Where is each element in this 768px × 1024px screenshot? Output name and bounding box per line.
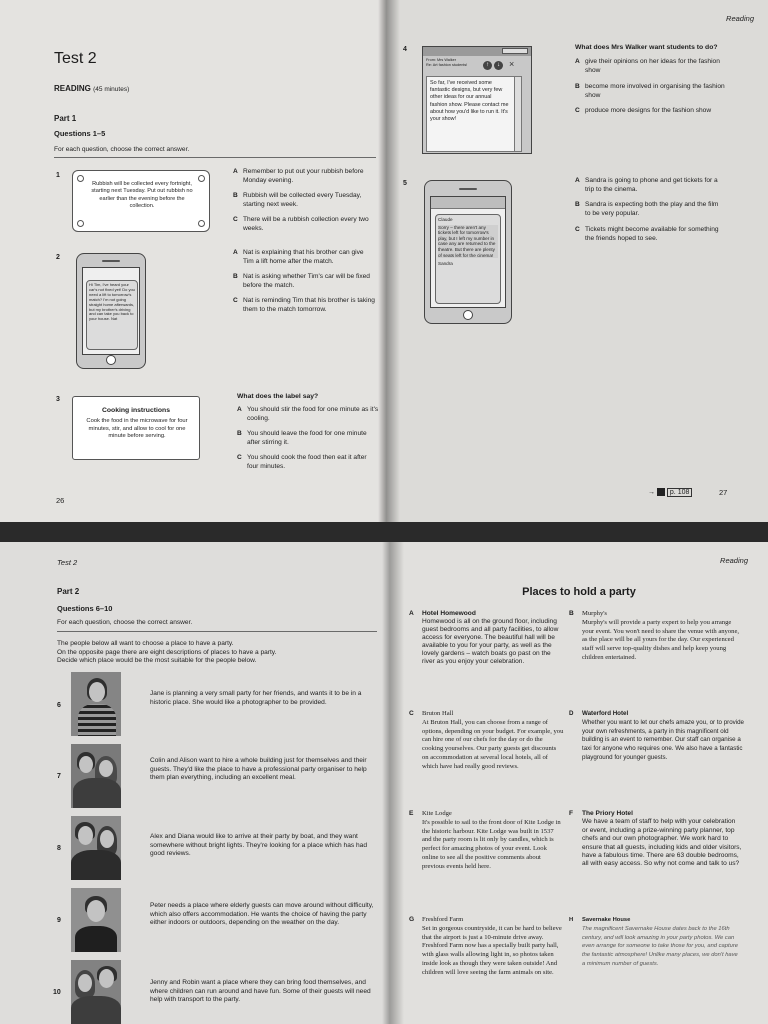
email-window bbox=[422, 46, 532, 154]
page-ref-label: p. 108 bbox=[667, 488, 692, 497]
questions-heading: Questions 6–10 bbox=[57, 604, 113, 613]
email-re: Re: Art fashion students! bbox=[426, 62, 468, 67]
notice-board bbox=[72, 170, 210, 232]
shoulders bbox=[73, 778, 121, 808]
question-number: 6 bbox=[57, 702, 61, 709]
message-signature: Sandra bbox=[438, 261, 453, 267]
person-photo bbox=[71, 960, 121, 1024]
place-name: Savernake House bbox=[582, 917, 631, 923]
book-icon bbox=[657, 488, 665, 496]
phone-screen bbox=[82, 267, 140, 355]
running-head: Reading bbox=[720, 556, 748, 565]
place-a bbox=[409, 610, 562, 666]
page-number: 27 bbox=[719, 488, 728, 497]
email-header bbox=[426, 58, 476, 67]
page-26 bbox=[0, 0, 386, 522]
place-name: Kite Lodge bbox=[422, 810, 452, 817]
home-button-icon bbox=[463, 310, 473, 320]
person-photo bbox=[71, 888, 121, 952]
close-icon[interactable]: × bbox=[509, 59, 515, 69]
place-c bbox=[409, 710, 564, 772]
divider bbox=[54, 157, 376, 158]
shoulders bbox=[78, 704, 116, 736]
place-b bbox=[569, 610, 744, 663]
page-28 bbox=[0, 542, 390, 1024]
questions-heading: Questions 1–5 bbox=[54, 129, 106, 138]
person-description: Jenny and Robin want a place where they can bring food themselves, and where children can run around and have fun. Some of their guests will need help with transport to the party. bbox=[150, 979, 371, 1004]
shoulders bbox=[71, 996, 121, 1024]
reading-time: (45 minutes) bbox=[93, 86, 130, 93]
place-letter: C bbox=[409, 710, 414, 717]
phone-speaker bbox=[459, 188, 477, 190]
page-29 bbox=[390, 542, 768, 1024]
option-a[interactable]: A Remember to put out your rubbish before Monday evening. bbox=[233, 168, 364, 184]
face bbox=[99, 760, 113, 777]
gutter-shadow bbox=[382, 542, 390, 1024]
phone-screen bbox=[430, 196, 506, 308]
place-name: The Priory Hotel bbox=[582, 810, 633, 817]
person-description: Colin and Alison want to hire a whole building just for themselves and their guests. They'd like the place to have a professional party organiser to help them plan everything, including an excellent meal. bbox=[150, 757, 367, 782]
place-letter: A bbox=[409, 610, 414, 617]
shoulders bbox=[71, 850, 121, 880]
running-head: Test 2 bbox=[57, 558, 78, 567]
gutter-shadow bbox=[386, 0, 400, 522]
window-titlebar bbox=[423, 47, 531, 56]
email-body bbox=[426, 76, 522, 152]
phone-illustration bbox=[76, 253, 146, 369]
email-text: So far, I've received some fantastic designs, but very few other ideas for our annual fashion show. Please contact me about how you'd like to run it. It's your show! bbox=[430, 80, 509, 123]
shoulders bbox=[75, 926, 117, 952]
phone-illustration bbox=[424, 180, 512, 324]
question-number: 1 bbox=[56, 172, 60, 179]
up-arrow-icon[interactable]: ↑ bbox=[483, 61, 492, 70]
place-text: Whether you want to let our chefs amaze you, or to provide your own refreshments, a party in this magnificent old building is an event to remember. Our staff can organise a taxi for anyone who requires one. We also have a fantastic playground for younger guests. bbox=[582, 718, 744, 761]
person-photo bbox=[71, 816, 121, 880]
home-button-icon bbox=[106, 355, 116, 365]
question-number: 2 bbox=[56, 254, 60, 261]
email-from: From: Mrs Walker bbox=[426, 58, 457, 62]
scrollbar[interactable] bbox=[514, 77, 521, 151]
message-text: Sorry – there aren't any tickets left for tomorrow's play, but I left my number in case any are returned to the theatre. But there are plenty of seats left for the cinema! bbox=[438, 225, 498, 259]
place-letter: F bbox=[569, 810, 574, 817]
face bbox=[100, 830, 114, 848]
place-text: Homewood is all on the ground floor, including guest bedrooms and all party facilities, to allow access for everyone. The beautiful hall will be available to you for your party, as well as the lovely gardens – watch boats go past on the river as you enjoy your celebration. bbox=[422, 618, 559, 665]
option-b[interactable]: B You should leave the food for one minute after stirring it. bbox=[237, 430, 367, 446]
page-27 bbox=[386, 0, 768, 522]
reading-label: READING bbox=[54, 84, 91, 93]
test-title: Test 2 bbox=[54, 50, 97, 67]
option-c[interactable]: C You should cook the food then eat it after four minutes. bbox=[237, 454, 367, 470]
place-letter: H bbox=[569, 917, 574, 923]
label-title: Cooking instructions bbox=[102, 407, 170, 414]
option-b[interactable]: B Nat is asking whether Tim's car will be fixed before the match. bbox=[233, 273, 370, 289]
option-b[interactable]: B become more involved in organising the fashion show bbox=[575, 83, 725, 99]
message-bubble: Hi Tim, I've heard your car's not fixed yet! Do you need a lift to tomorrow's match? I'm not going straight home afterwards, but my brother's driving and can take you back to your house. Nat bbox=[86, 280, 138, 350]
face bbox=[78, 826, 93, 845]
screw-icon bbox=[198, 220, 205, 227]
person-description: Jane is planning a very small party for her friends, and wants it to be in a historic place. She would like a photographer to be provided. bbox=[150, 690, 362, 706]
place-e bbox=[409, 810, 564, 872]
page-number: 26 bbox=[56, 496, 65, 505]
place-letter: E bbox=[409, 810, 414, 817]
place-text: At Bruton Hall, you can choose from a range of options, depending on your budget. For example, you can hire one of our chefs for the day or do the cooking yourselves. Our party guests get discounts on accommodation at several local hotels, all of which have had really good reviews. bbox=[422, 718, 564, 770]
option-a[interactable]: A Sandra is going to phone and get tickets for a trip to the cinema. bbox=[575, 177, 718, 193]
place-name: Bruton Hall bbox=[422, 710, 454, 717]
screw-icon bbox=[198, 175, 205, 182]
label-card bbox=[72, 396, 200, 460]
message-bubble bbox=[435, 214, 501, 304]
option-b[interactable]: B Sandra is expecting both the play and the film to be very popular. bbox=[575, 201, 719, 217]
gutter-shadow bbox=[390, 542, 404, 1024]
place-text: The magnificent Savernake House dates back to the 16th century, and will look amazing in your party photos. We can even arrange for someone to take those for you, and capture the fantastic atmosphere! Unlike many places, we don't have a minimum number of guests. bbox=[582, 925, 738, 967]
face bbox=[99, 969, 114, 988]
option-c[interactable]: C Nat is reminding Tim that his brother is taking them to the match tomorrow. bbox=[233, 297, 375, 313]
place-letter: D bbox=[569, 710, 574, 717]
down-arrow-icon[interactable]: ↓ bbox=[494, 61, 503, 70]
window-controls-icon bbox=[502, 48, 528, 54]
page-reference[interactable] bbox=[648, 488, 692, 496]
option-c[interactable]: C There will be a rubbish collection every two weeks. bbox=[233, 216, 369, 232]
place-text: It's possible to sail to the front door of Kite Lodge in the historic harbour. Kite Lodge was built in 1537 and the party room is lit only by candles, which is perfect for amazing photos of your event. Look online to see all the positive comments about previous events held here. bbox=[422, 818, 561, 870]
face bbox=[79, 756, 93, 773]
place-text: Set in gorgeous countryside, it can be hard to believe that the airport is just a 10-minute drive away. Freshford Farm now has a specially built party hall, with glass walls allowing light in, so photos taken inside look as though they were taken outside! And children will love seeing the farm animals on site. bbox=[422, 924, 562, 976]
arrow-right-icon: → bbox=[648, 488, 655, 496]
gutter-shadow bbox=[378, 0, 386, 522]
place-g bbox=[409, 916, 566, 978]
screen-topbar bbox=[431, 197, 505, 209]
face bbox=[87, 900, 105, 922]
option-c[interactable]: C produce more designs for the fashion show bbox=[575, 107, 712, 114]
label-text: Cook the food in the microwave for four minutes, stir, and allow to cool for one minute before serving. bbox=[86, 418, 188, 440]
person-photo bbox=[71, 672, 121, 736]
place-text: Murphy's will provide a party expert to help you arrange your event. You won't need to share the venue with anyone, as the place will be all yours for the day. Our experienced staff will serve top-quality dishes and help keep young children entertained. bbox=[582, 618, 740, 661]
screw-icon bbox=[77, 175, 84, 182]
question-number: 7 bbox=[57, 773, 61, 780]
place-name: Hotel Homewood bbox=[422, 610, 476, 617]
place-letter: B bbox=[569, 610, 574, 617]
notice-text: Rubbish will be collected every fortnight, starting next Tuesday. Put out rubbish no earlier than the evening before the collection. bbox=[91, 181, 193, 210]
phone-speaker bbox=[102, 260, 120, 262]
instruction: For each question, choose the correct answer. bbox=[54, 146, 190, 153]
place-letter: G bbox=[409, 916, 415, 923]
instruction: For each question, choose the correct answer. bbox=[57, 619, 193, 626]
place-name: Freshford Farm bbox=[422, 916, 464, 923]
place-d bbox=[569, 710, 744, 763]
face bbox=[89, 682, 105, 702]
person-photo bbox=[71, 744, 121, 808]
question-number: 4 bbox=[403, 46, 407, 53]
question-number: 5 bbox=[403, 180, 407, 187]
place-f bbox=[569, 810, 742, 869]
question-number: 10 bbox=[53, 989, 61, 996]
person-description: Alex and Diana would like to arrive at their party by boat, and they want somewhere without bright lights. They're looking for a place which has had good reviews. bbox=[150, 833, 368, 858]
face bbox=[78, 974, 92, 992]
running-head: Reading bbox=[726, 14, 754, 23]
part-heading: Part 2 bbox=[57, 587, 80, 596]
intro-line: Decide which place would be the most suitable for the people below. bbox=[57, 657, 257, 665]
divider bbox=[57, 631, 377, 632]
question-number: 9 bbox=[57, 917, 61, 924]
screw-icon bbox=[77, 220, 84, 227]
intro-line: The people below all want to choose a place to have a party. bbox=[57, 640, 234, 647]
reading-heading bbox=[54, 84, 129, 93]
question-number: 3 bbox=[56, 396, 60, 403]
intro-line: On the opposite page there are eight descriptions of places to have a party. bbox=[57, 648, 277, 656]
option-a[interactable]: A give their opinions on her ideas for the fashion show bbox=[575, 58, 720, 74]
option-a[interactable]: A Nat is explaining that his brother can give Tim a lift home after the match. bbox=[233, 249, 364, 265]
question-text: What does Mrs Walker want students to do? bbox=[575, 44, 718, 51]
question-text: What does the label say? bbox=[237, 393, 319, 400]
option-c[interactable]: C Tickets might become available for something the friends hoped to see. bbox=[575, 226, 719, 242]
place-h bbox=[569, 916, 742, 969]
place-name: Murphy's bbox=[582, 610, 608, 617]
section-title: Places to hold a party bbox=[522, 586, 636, 598]
question-number: 8 bbox=[57, 845, 61, 852]
part-heading: Part 1 bbox=[54, 114, 77, 123]
option-a[interactable]: A You should stir the food for one minute as it's cooling. bbox=[237, 406, 379, 422]
person-description: Peter needs a place where elderly guests can move around without difficulty, which also offers accommodation. He wants the choice of having the party either indoors or outdoors, depending on the weather on the day. bbox=[150, 902, 374, 927]
message-sender: Claude bbox=[438, 217, 453, 222]
option-b[interactable]: B Rubbish will be collected every Tuesday, starting next week. bbox=[233, 192, 362, 208]
place-name: Waterford Hotel bbox=[582, 710, 629, 717]
intro-text bbox=[57, 640, 377, 666]
place-text: We have a team of staff to help with your celebration or event, including a prize-winning party planner, top chefs and our own photographer. We work hard to ensure that all guests, including kids and older visitors, have a fabulous time. There are 63 double bedrooms, all with easy access. So why not come and talk to us? bbox=[582, 818, 742, 868]
